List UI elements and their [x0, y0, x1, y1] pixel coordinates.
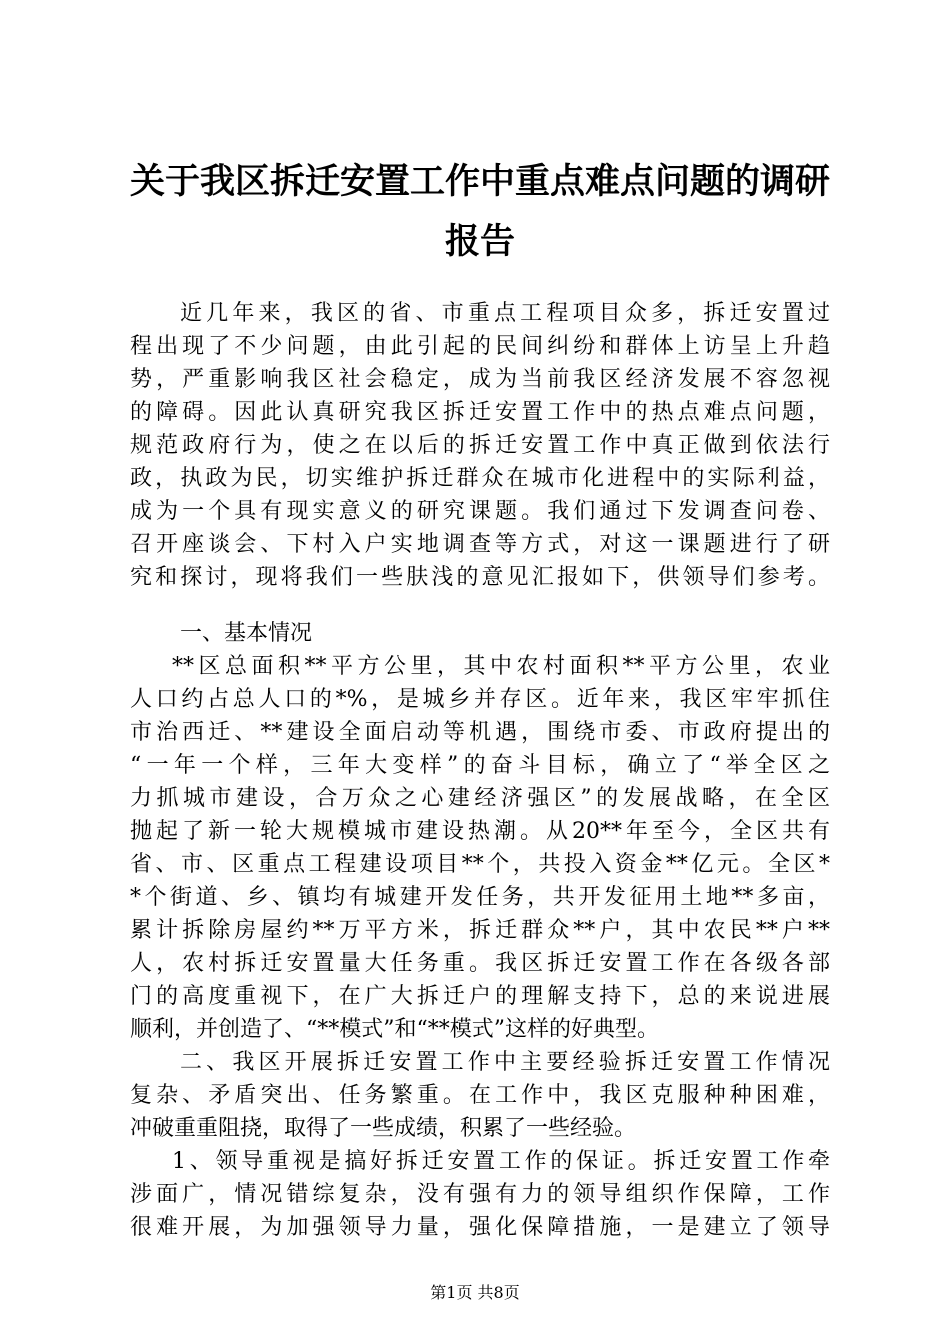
document-title-line-1: 关于我区拆迁安置工作中重点难点问题的调研 [129, 161, 830, 202]
paragraph-line: 累计拆除房屋约**万平方米，拆迁群众**户，其中农民**户** [130, 918, 830, 943]
section-heading: 一、基本情况 [180, 621, 313, 646]
paragraph-line: 程出现了不少问题，由此引起的民间纠纷和群体上访呈上升趋 [130, 334, 830, 359]
paragraph-line: 复杂、矛盾突出、任务繁重。在工作中，我区克服种种困难， [130, 1083, 830, 1108]
document-title-line-2: 报告 [444, 221, 515, 262]
paragraph-line: 势，严重影响我区社会稳定，成为当前我区经济发展不容忽视 [130, 367, 830, 392]
paragraph-line: 省、市、区重点工程建设项目**个，共投入资金**亿元。全区* [130, 852, 830, 877]
paragraph-line: 涉面广，情况错综复杂，没有强有力的领导组织作保障，工作 [130, 1182, 830, 1207]
paragraph-line: 力抓城市建设，合万众之心建经济强区”的发展战略，在全区 [130, 786, 830, 811]
paragraph-line: 顺利，并创造了、“**模式”和“**模式”这样的好典型。 [130, 1017, 659, 1042]
paragraph-line: 召开座谈会、下村入户实地调查等方式，对这一课题进行了研 [130, 532, 830, 557]
paragraph-line: **区总面积**平方公里，其中农村面积**平方公里，农业 [172, 654, 830, 679]
page-number-footer: 第1页 共8页 [430, 1283, 520, 1302]
paragraph-line: 1、领导重视是搞好拆迁安置工作的保证。拆迁安置工作牵 [172, 1149, 830, 1174]
paragraph-line: 的障碍。因此认真研究我区拆迁安置工作中的热点难点问题， [130, 400, 830, 425]
paragraph-line: 究和探讨，现将我们一些肤浅的意见汇报如下，供领导们参考。 [130, 565, 830, 590]
paragraph-line: *个街道、乡、镇均有城建开发任务，共开发征用土地**多亩， [130, 885, 830, 910]
paragraph-line: 规范政府行为，使之在以后的拆迁安置工作中真正做到依法行 [130, 433, 830, 458]
paragraph-line: 人口约占总人口的*%，是城乡并存区。近年来，我区牢牢抓住 [130, 687, 830, 712]
paragraph-line: 成为一个具有现实意义的研究课题。我们通过下发调查问卷、 [130, 499, 830, 524]
paragraph-line: 很难开展，为加强领导力量，强化保障措施，一是建立了领导 [130, 1215, 830, 1240]
section-heading: 二、我区开展拆迁安置工作中主要经验拆迁安置工作情况 [180, 1050, 830, 1075]
paragraph-line: 抛起了新一轮大规模城市建设热潮。从20**年至今，全区共有 [130, 819, 830, 844]
paragraph-line: 近几年来，我区的省、市重点工程项目众多，拆迁安置过 [180, 301, 830, 326]
paragraph-line: 政，执政为民，切实维护拆迁群众在城市化进程中的实际利益， [130, 466, 830, 491]
paragraph-line: 门的高度重视下，在广大拆迁户的理解支持下，总的来说进展 [130, 984, 830, 1009]
paragraph-line: 冲破重重阻挠，取得了一些成绩，积累了一些经验。 [130, 1116, 637, 1141]
paragraph-line: “一年一个样，三年大变样”的奋斗目标，确立了“举全区之 [130, 753, 830, 778]
paragraph-line: 人，农村拆迁安置量大任务重。我区拆迁安置工作在各级各部 [130, 951, 830, 976]
paragraph-line: 市治西迁、**建设全面启动等机遇，围绕市委、市政府提出的 [130, 720, 830, 745]
